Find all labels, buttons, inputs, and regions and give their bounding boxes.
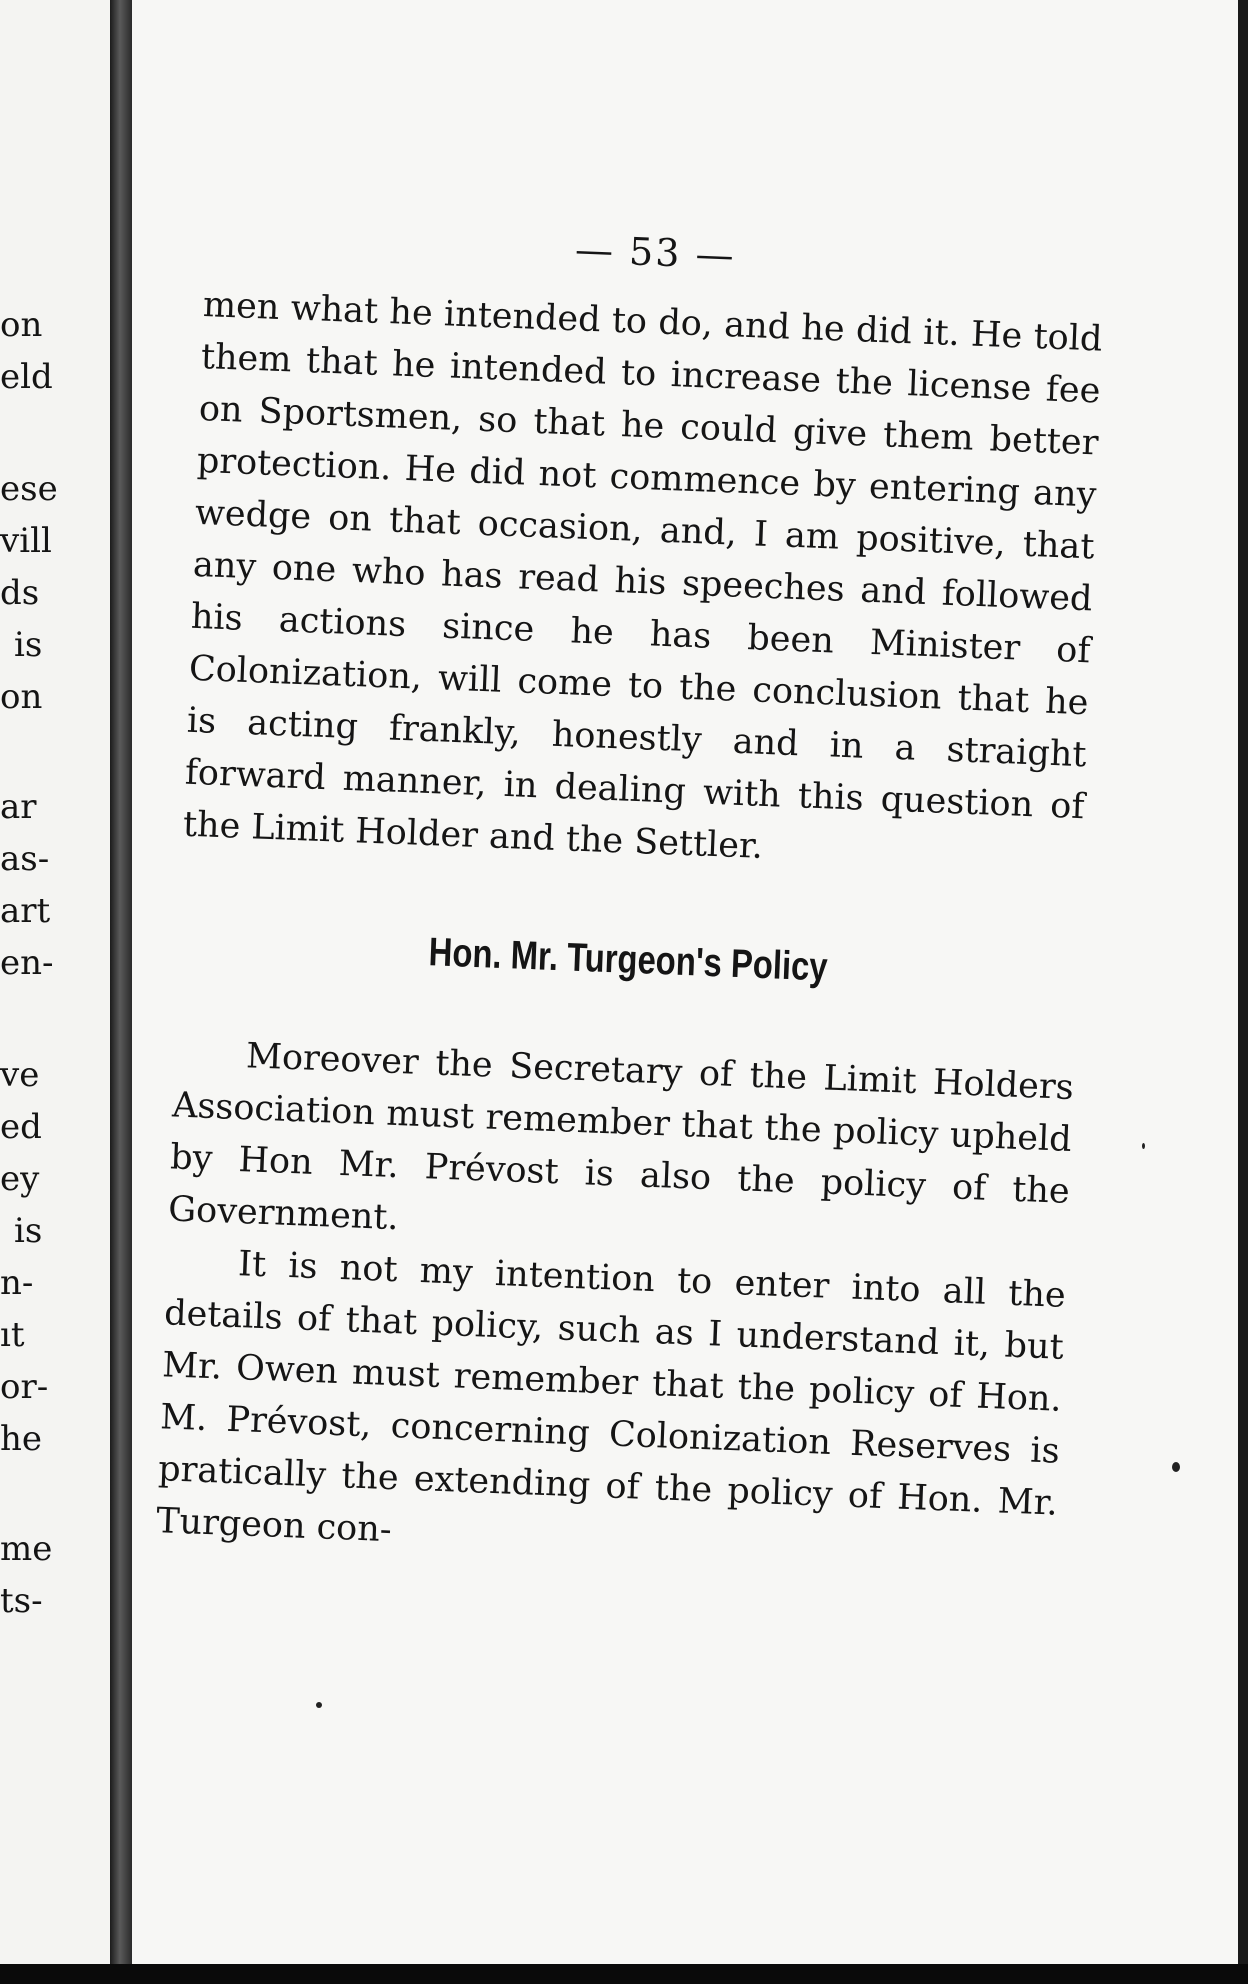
left-fragment: en-	[0, 943, 54, 983]
paragraph: Moreover the Secretary of the Limit Holders Association must remember that the policy upheld by Hon Mr. Prévost is also the policy of the Government.	[167, 1036, 1075, 1239]
page-content	[155, 213, 1106, 1582]
page-speck	[1142, 1143, 1145, 1149]
left-fragment: ed	[0, 1107, 42, 1147]
left-page-edge	[0, 0, 110, 1984]
left-fragment: as-	[0, 839, 50, 879]
left-fragment: ıt	[0, 1315, 25, 1355]
left-fragment: n-	[0, 1263, 34, 1303]
left-fragment: on	[0, 305, 43, 345]
page-number: — 53 —	[574, 227, 737, 278]
left-fragment: ve	[0, 1055, 40, 1095]
page-speck	[1172, 1462, 1180, 1472]
paragraph-continued: men what he intended to do, and he did it. He told them that he intended to increase the license fee on Sportsmen, so that he could give them better protection. He did not commence by entering any wedge on that occasion, and, I am positive, that any one who has read his speeches and followed his actions since he has been Minister of Colonization, will come to the conclusion that he is acting frankly, honestly and in a straight forward manner, in dealing with this question of the Limit Holder and the Settler.	[182, 285, 1104, 867]
left-fragment: art	[0, 891, 51, 931]
left-fragment: ey	[0, 1159, 40, 1199]
left-fragment: he	[0, 1419, 43, 1459]
left-fragment: ese	[0, 469, 58, 509]
left-fragment: ts-	[0, 1581, 43, 1621]
scan-bottom-edge	[0, 1964, 1248, 1984]
right-page	[132, 0, 1248, 1984]
page-speck	[316, 1702, 322, 1708]
left-fragment: on	[0, 677, 43, 717]
left-fragment: is	[14, 1211, 43, 1251]
left-fragment: eld	[0, 357, 53, 397]
paragraph: It is not my intention to enter into all the details of that policy, such as I understand it, but Mr. Owen must remember that the policy of Hon. M. Prévost, concerning Colonization Reserves is pratically the extending of the policy of Hon. Mr. Turgeon con-	[155, 1244, 1067, 1551]
book-spine-shadow	[110, 0, 132, 1984]
left-fragment: ds	[0, 573, 40, 613]
left-fragment: is	[14, 625, 43, 665]
left-fragment: or-	[0, 1367, 49, 1407]
left-fragment: vill	[0, 521, 52, 561]
section-heading: Hon. Mr. Turgeon's Policy	[427, 930, 829, 990]
left-fragment: me	[0, 1529, 53, 1569]
left-fragment: ar	[0, 787, 37, 827]
page-right-edge	[1238, 0, 1248, 1984]
